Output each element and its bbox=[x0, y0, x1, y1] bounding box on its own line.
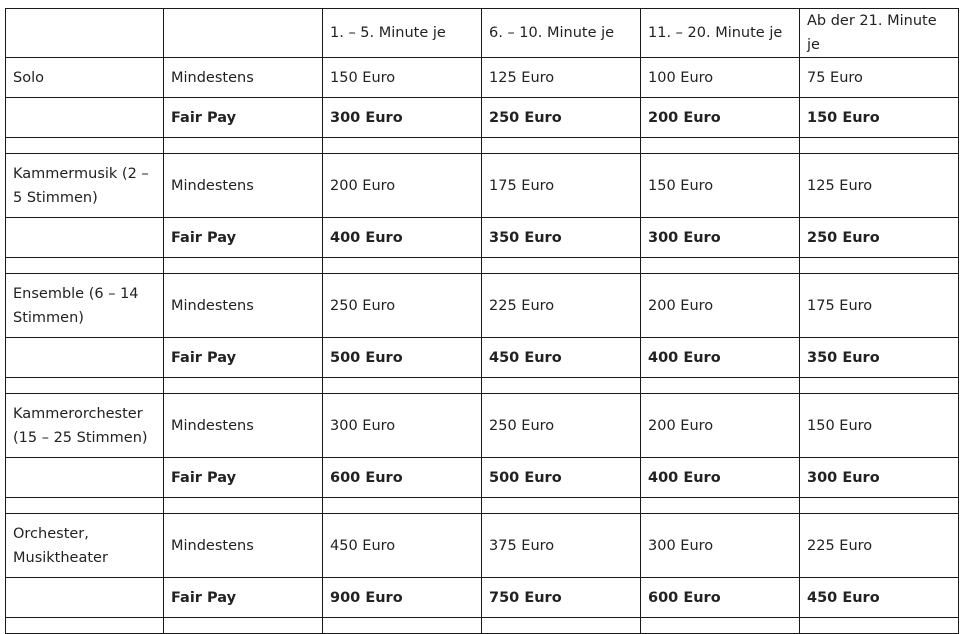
fair-pay-value: 350 Euro bbox=[482, 218, 641, 258]
rate-value: 300 Euro bbox=[323, 394, 482, 458]
fair-pay-value: 450 Euro bbox=[800, 578, 959, 618]
rate-value: 200 Euro bbox=[641, 274, 800, 338]
fair-pay-label: Fair Pay bbox=[164, 338, 323, 378]
fair-pay-value: 500 Euro bbox=[482, 458, 641, 498]
table-row-fair-pay bbox=[6, 578, 959, 618]
fee-table bbox=[5, 8, 959, 634]
rate-value: 150 Euro bbox=[323, 58, 482, 98]
empty-cell bbox=[6, 458, 164, 498]
table-row-fair-pay bbox=[6, 458, 959, 498]
rate-label: Mindestens bbox=[164, 394, 323, 458]
fee-table-body bbox=[6, 9, 959, 634]
ensemble-name: Kammermusik (2 – 5 Stimmen) bbox=[6, 154, 164, 218]
empty-cell bbox=[6, 98, 164, 138]
ensemble-name: Ensemble (6 – 14 Stimmen) bbox=[6, 274, 164, 338]
header-cell: 11. – 20. Minute je bbox=[641, 9, 800, 58]
header-cell bbox=[6, 9, 164, 58]
rate-value: 375 Euro bbox=[482, 514, 641, 578]
spacer-row bbox=[6, 138, 959, 154]
fair-pay-value: 400 Euro bbox=[641, 458, 800, 498]
fair-pay-label: Fair Pay bbox=[164, 98, 323, 138]
table-row-minimum bbox=[6, 154, 959, 218]
fair-pay-value: 250 Euro bbox=[482, 98, 641, 138]
header-cell: 6. – 10. Minute je bbox=[482, 9, 641, 58]
rate-value: 175 Euro bbox=[800, 274, 959, 338]
empty-cell bbox=[6, 338, 164, 378]
spacer-row bbox=[6, 618, 959, 634]
fair-pay-label: Fair Pay bbox=[164, 458, 323, 498]
header-cell: 1. – 5. Minute je bbox=[323, 9, 482, 58]
fair-pay-value: 300 Euro bbox=[641, 218, 800, 258]
rate-label: Mindestens bbox=[164, 274, 323, 338]
rate-value: 450 Euro bbox=[323, 514, 482, 578]
header-cell bbox=[164, 9, 323, 58]
rate-value: 150 Euro bbox=[641, 154, 800, 218]
rate-label: Mindestens bbox=[164, 514, 323, 578]
table-row-minimum bbox=[6, 514, 959, 578]
ensemble-name: Orchester, Musiktheater bbox=[6, 514, 164, 578]
fair-pay-value: 450 Euro bbox=[482, 338, 641, 378]
fair-pay-value: 350 Euro bbox=[800, 338, 959, 378]
rate-value: 200 Euro bbox=[323, 154, 482, 218]
spacer-row bbox=[6, 258, 959, 274]
rate-value: 200 Euro bbox=[641, 394, 800, 458]
fair-pay-label: Fair Pay bbox=[164, 578, 323, 618]
fair-pay-value: 750 Euro bbox=[482, 578, 641, 618]
rate-label: Mindestens bbox=[164, 154, 323, 218]
rate-value: 175 Euro bbox=[482, 154, 641, 218]
fair-pay-value: 200 Euro bbox=[641, 98, 800, 138]
table-row-fair-pay bbox=[6, 338, 959, 378]
fair-pay-value: 500 Euro bbox=[323, 338, 482, 378]
fair-pay-value: 150 Euro bbox=[800, 98, 959, 138]
rate-value: 100 Euro bbox=[641, 58, 800, 98]
fair-pay-value: 600 Euro bbox=[641, 578, 800, 618]
rate-value: 300 Euro bbox=[641, 514, 800, 578]
rate-value: 125 Euro bbox=[800, 154, 959, 218]
fair-pay-label: Fair Pay bbox=[164, 218, 323, 258]
rate-value: 150 Euro bbox=[800, 394, 959, 458]
fair-pay-value: 300 Euro bbox=[323, 98, 482, 138]
fair-pay-value: 250 Euro bbox=[800, 218, 959, 258]
rate-value: 225 Euro bbox=[482, 274, 641, 338]
empty-cell bbox=[6, 578, 164, 618]
fair-pay-value: 600 Euro bbox=[323, 458, 482, 498]
header-row bbox=[6, 9, 959, 58]
table-row-minimum bbox=[6, 58, 959, 98]
fair-pay-value: 900 Euro bbox=[323, 578, 482, 618]
table-row-fair-pay bbox=[6, 98, 959, 138]
rate-value: 250 Euro bbox=[323, 274, 482, 338]
fair-pay-value: 400 Euro bbox=[323, 218, 482, 258]
rate-value: 250 Euro bbox=[482, 394, 641, 458]
rate-value: 75 Euro bbox=[800, 58, 959, 98]
spacer-row bbox=[6, 498, 959, 514]
rate-value: 125 Euro bbox=[482, 58, 641, 98]
rate-value: 225 Euro bbox=[800, 514, 959, 578]
table-row-minimum bbox=[6, 394, 959, 458]
ensemble-name: Solo bbox=[6, 58, 164, 98]
fair-pay-value: 300 Euro bbox=[800, 458, 959, 498]
spacer-row bbox=[6, 378, 959, 394]
table-row-fair-pay bbox=[6, 218, 959, 258]
empty-cell bbox=[6, 218, 164, 258]
table-row-minimum bbox=[6, 274, 959, 338]
ensemble-name: Kammerorchester (15 – 25 Stimmen) bbox=[6, 394, 164, 458]
rate-label: Mindestens bbox=[164, 58, 323, 98]
header-cell: Ab der 21. Minute je bbox=[800, 9, 959, 58]
fair-pay-value: 400 Euro bbox=[641, 338, 800, 378]
